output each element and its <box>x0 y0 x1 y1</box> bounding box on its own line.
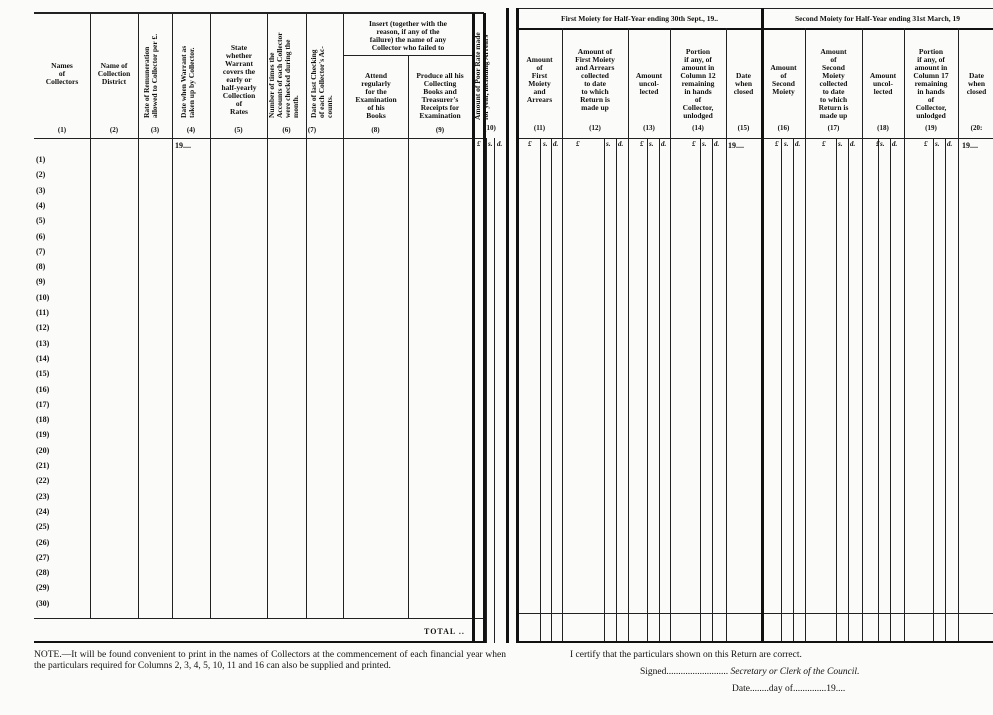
header-times-checked: Number of times the Accounts of each Collector were checked during the month. <box>267 32 300 118</box>
date-placeholder-col4: 19.... <box>175 141 191 150</box>
unit-pence: d. <box>795 140 801 148</box>
row-label: (16) <box>36 384 50 394</box>
unit-pence: d. <box>553 140 559 148</box>
header-produce-books: Produce all his Collecting Books and Treasurer's Receipts for Examination <box>416 71 464 120</box>
col-number-10: (10) <box>484 124 496 132</box>
unit-pound: £ <box>477 140 481 148</box>
row-label: (22) <box>36 476 50 486</box>
unit-shilling: s. <box>702 140 707 148</box>
unit-shilling: s. <box>880 140 885 148</box>
unit-pence: d. <box>618 140 624 148</box>
col-number-4: (4) <box>186 126 196 134</box>
row-label: (24) <box>36 506 50 516</box>
header-col-12: Amount of First Moiety and Arrears collected to date to which Return is made up <box>575 47 615 112</box>
col-number-15: (15) <box>737 124 750 132</box>
row-label: (28) <box>36 568 50 578</box>
col-number-3: (3) <box>150 126 160 134</box>
row-label: (21) <box>36 461 50 470</box>
header-col-18: Amount uncol- lected <box>869 71 897 96</box>
row-label: (17) <box>36 399 50 409</box>
row-label: (25) <box>36 522 50 532</box>
signed-line <box>640 667 859 677</box>
col-number-18: (18) <box>877 124 889 132</box>
col-number-13: (13) <box>643 124 655 132</box>
row-label: (19) <box>36 430 50 440</box>
header-col-11: Amount of First Moiety and Arrears <box>526 55 553 104</box>
header-col-13: Amount uncol- lected <box>635 71 663 96</box>
unit-shilling: s. <box>935 140 940 148</box>
col-number-2: (2) <box>109 126 119 134</box>
header-attend-regularly: Attend regularly for the Examination of his Books <box>355 71 397 120</box>
header-names-of-collectors: Names of Collectors <box>45 61 79 86</box>
col-number-1: (1) <box>57 126 67 134</box>
unit-shilling: s. <box>543 140 548 148</box>
unit-pence: d. <box>947 140 953 148</box>
header-insert-name: Insert (together with the reason, if any of the failure) the name of any Collector who failed to <box>369 19 447 52</box>
unit-pound: £ <box>822 140 826 148</box>
unit-shilling: s. <box>838 140 843 148</box>
col-number-12: (12) <box>589 124 601 132</box>
row-label: (20) <box>36 445 50 455</box>
header-rate-of-remuneration: Rate of Remuneration allowed to Collector per £. <box>142 33 159 118</box>
row-label: (6) <box>36 231 46 241</box>
header-date-warrant-taken: Date when Warrant as taken up by Collector. <box>179 45 196 118</box>
row-label: (27) <box>36 552 50 562</box>
header-col-15: Date when closed <box>733 71 754 96</box>
header-second-moiety: Second Moiety for Half-Year ending 31st March, 19 <box>795 14 960 23</box>
col-number-5: (5) <box>234 126 243 134</box>
col-number-14: (14) <box>692 124 704 132</box>
row-label: (13) <box>36 338 50 348</box>
col-number-8: (8) <box>371 126 380 134</box>
row-label: (4) <box>36 200 46 210</box>
total-label: TOTAL .. <box>424 627 465 636</box>
header-col-16: Amount of Second Moiety <box>770 63 797 96</box>
unit-shilling: s. <box>488 140 493 148</box>
unit-pound: £ <box>775 140 779 148</box>
header-col-20: Date when closed <box>966 71 987 96</box>
header-first-moiety: First Moiety for Half-Year ending 30th Sept., 19.. <box>561 14 718 23</box>
row-label: (1) <box>36 155 46 164</box>
col-number-17: (17) <box>827 124 840 132</box>
row-label: (5) <box>36 216 46 226</box>
col-number-19: (19) <box>925 124 937 132</box>
unit-pound: £ <box>876 140 880 148</box>
col-number-16: (16) <box>777 124 790 132</box>
unit-pound: £ <box>576 140 580 148</box>
unit-pence: d. <box>497 140 503 148</box>
unit-shilling: s. <box>649 140 654 148</box>
header-collection-district: Name of Collection District <box>97 61 131 86</box>
row-label: (7) <box>36 246 46 256</box>
date-placeholder-col20: 19.... <box>962 141 978 150</box>
col-number-11: (11) <box>533 124 546 132</box>
row-label: (15) <box>36 369 50 379</box>
row-label: (12) <box>36 323 50 333</box>
row-label: (9) <box>36 277 46 287</box>
header-date-last-checking: Date of last Checking of each Collector's Ac- counts. <box>309 46 334 118</box>
row-label: (26) <box>36 537 50 547</box>
date-line: Date........day of..............19.... <box>732 684 846 694</box>
header-col-14: Portion if any, of amount in Column 12 remaining in hands of Collector, unlodged <box>680 47 716 120</box>
unit-shilling: s. <box>784 140 789 148</box>
footer-note: NOTE.—It will be found convenient to print in the names of Collectors at the commencement of each financial year when the particulars required for Columns 2, 3, 4, 5, 10, 11 and 16 can also be supplied and printed. <box>34 650 506 671</box>
date-placeholder-col15: 19.... <box>728 141 744 150</box>
unit-shilling: s. <box>606 140 611 148</box>
unit-pence: d. <box>714 140 720 148</box>
col-number-20: (20: <box>970 124 983 132</box>
header-col-17: Amount of Second Moiety collected to date to which Return is made up <box>818 47 849 120</box>
row-label: (2) <box>36 170 46 180</box>
row-label: (14) <box>36 353 50 363</box>
certify-statement: I certify that the particulars shown on this Return are correct. <box>570 650 802 660</box>
col-number-7: (7) <box>307 126 317 134</box>
unit-pound: £ <box>640 140 644 148</box>
row-label: (30) <box>36 598 50 608</box>
row-label: (3) <box>36 185 46 195</box>
row-label: (10) <box>36 292 50 302</box>
signed-label: Signed.......................... <box>640 667 729 677</box>
header-poor-rate: Amount of Poor Rate made for year, including Arrears <box>473 32 490 120</box>
row-label: (23) <box>36 491 50 501</box>
row-label: (11) <box>36 308 49 317</box>
unit-pound: £ <box>692 140 696 148</box>
row-label: (8) <box>36 262 46 272</box>
col-number-6: (6) <box>282 126 291 134</box>
col-number-9: (9) <box>435 126 445 134</box>
header-col-19: Portion if any, of amount in Column 17 remaining in hands of Collector, unlodged <box>913 47 949 120</box>
unit-pound: £ <box>924 140 928 148</box>
row-label: (18) <box>36 415 50 425</box>
unit-pence: d. <box>850 140 856 148</box>
unit-pence: d. <box>892 140 898 148</box>
header-warrant-covers: State whether Warrant covers the early or half-yearly Collection of Rates <box>221 43 257 116</box>
row-label: (29) <box>36 583 50 593</box>
unit-pound: £ <box>528 140 532 148</box>
signed-role: Secretary or Clerk of the Council. <box>730 667 860 677</box>
unit-pence: d. <box>661 140 667 148</box>
